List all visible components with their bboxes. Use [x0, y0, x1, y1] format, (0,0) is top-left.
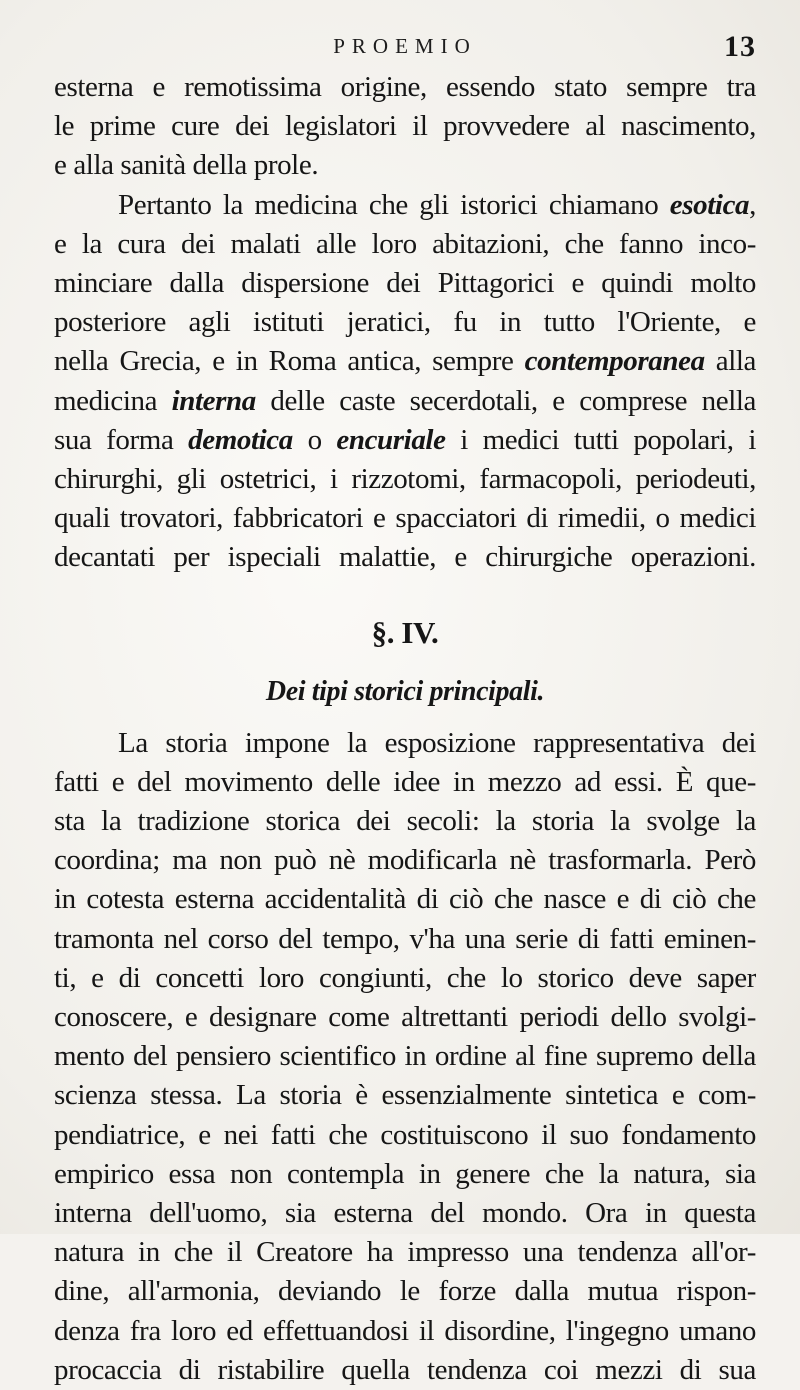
text-run: i medici tutti popolari, i [445, 423, 756, 456]
page-number: 13 [724, 30, 756, 63]
text-line: interna dell'uomo, sia esterna del mondo. Ora in questa [54, 1197, 756, 1230]
text-line: procaccia di ristabilire quella tendenza coi mezzi di sua [54, 1353, 756, 1386]
text-line: in cotesta esterna accidentalità di ciò che nasce e di ciò che [54, 883, 756, 916]
text-line: quali trovatori, fabbricatori e spacciatori di rimedii, o medici [54, 502, 756, 535]
text-line: empirico essa non contempla in genere che la natura, sia [54, 1157, 756, 1190]
text-run: nella Grecia, e in Roma antica, sempre [54, 345, 525, 378]
text-line [54, 186, 756, 225]
text-run: Pertanto la medicina che gli istorici chiamano [118, 188, 670, 221]
text-line: natura in che il Creatore ha impresso una tendenza all'or- [54, 1236, 756, 1269]
text-run: o [292, 423, 337, 456]
paragraph-2 [54, 186, 756, 578]
text-line [54, 421, 756, 460]
running-head: PROEMIO [333, 34, 477, 58]
italic-term: interna [171, 384, 256, 417]
italic-term: encuriale [336, 423, 446, 456]
text-line: fatti e del movimento delle idee in mezzo ad essi. È que- [54, 765, 756, 798]
text-line: ti, e di concetti loro congiunti, che lo storico deve saper [54, 961, 756, 994]
text-line: e la cura dei malati alle loro abitazioni, che fanno inco- [54, 227, 756, 260]
text-line: e alla sanità della prole. [54, 149, 319, 182]
text-line: conoscere, e designare come altrettanti periodi dello svolgi- [54, 1001, 756, 1034]
text-run: medicina [54, 384, 172, 417]
section-number: §. IV. [371, 614, 439, 650]
italic-term: demotica [188, 423, 293, 456]
text-run: delle caste secerdotali, e comprese nella [255, 384, 756, 417]
text-line: tramonta nel corso del tempo, v'ha una serie di fatti eminen- [54, 922, 756, 955]
italic-term: contemporanea [524, 345, 705, 378]
text-run: alla [704, 345, 756, 378]
paragraph-3 [54, 724, 756, 1390]
page-header [54, 30, 756, 70]
text-line: decantati per ispeciali malattie, e chirurgiche operazioni. [54, 541, 756, 574]
text-line: esterna e remotissima origine, essendo stato sempre tra [54, 71, 756, 103]
paragraph-1 [54, 68, 756, 186]
text-line [54, 342, 756, 381]
text-line: La storia impone la esposizione rappresentativa dei [118, 726, 756, 759]
text-run: , [749, 188, 756, 221]
text-line: scienza stessa. La storia è essenzialmente sintetica e com- [54, 1079, 756, 1112]
text-line: pendiatrice, e nei fatti che costituiscono il suo fondamento [54, 1118, 756, 1151]
section-title: Dei tipi storici principali. [265, 675, 545, 707]
text-line: coordina; ma non può nè modificarla nè trasformarla. Però [54, 844, 756, 877]
text-line: sta la tradizione storica dei secoli: la storia la svolge la [54, 805, 756, 838]
text-line: dine, all'armonia, deviando le forze dalla mutua rispon- [54, 1275, 756, 1308]
text-run: sua forma [54, 423, 189, 456]
text-line: posteriore agli istituti jeratici, fu in tutto l'Oriente, e [54, 306, 756, 339]
text-line: chirurghi, gli ostetrici, i rizzotomi, farmacopoli, periodeuti, [54, 463, 756, 496]
body-text [54, 68, 756, 1390]
text-line [54, 382, 756, 421]
text-line: mento del pensiero scientifico in ordine al fine supremo della [54, 1040, 756, 1073]
italic-term: esotica [669, 188, 750, 221]
text-line: le prime cure dei legislatori il provvedere al nascimento, [54, 110, 756, 143]
text-line: denza fra loro ed effettuandosi il disordine, l'ingegno umano [54, 1314, 756, 1347]
text-line: minciare dalla dispersione dei Pittagorici e quindi molto [54, 267, 756, 300]
